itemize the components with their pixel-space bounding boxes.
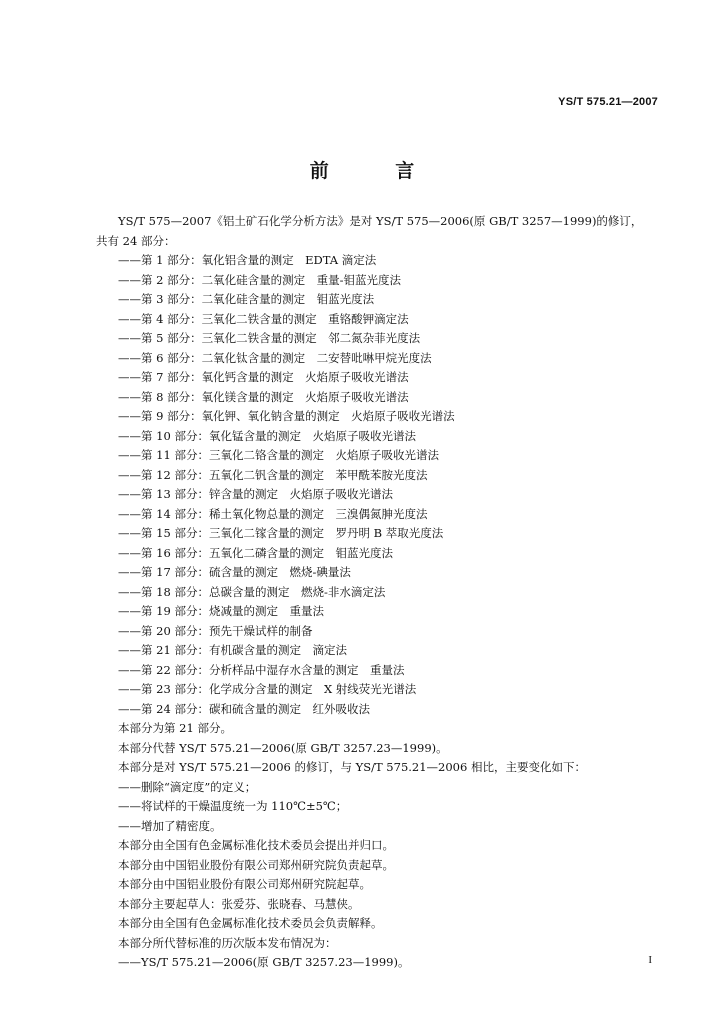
paragraph: 本部分是对 YS/T 575.21—2006 的修订，与 YS/T 575.21—2006 相比，主要变化如下： (118, 760, 586, 774)
list-item: ——第 23 部分：化学成分含量的测定 X 射线荧光光谱法 (118, 682, 417, 696)
list-item: ——第 10 部分：氧化锰含量的测定 火焰原子吸收光谱法 (118, 428, 416, 443)
list-item: ——第 19 部分：烧减量的测定 重量法 (118, 604, 324, 618)
list-item: ——第 1 部分：氧化铝含量的测定 EDTA 滴定法 (118, 253, 377, 267)
history-item: ——YS/T 575.21—2006(原 GB/T 3257.23—1999)。 (118, 955, 410, 969)
paragraph: 本部分所代替标准的历次版本发布情况为： (118, 935, 337, 950)
paragraph: 本部分为第 21 部分。 (118, 721, 232, 735)
list-item: ——第 6 部分：二氧化钛含量的测定 二安替吡啉甲烷光度法 (118, 350, 432, 365)
list-item: ——第 5 部分：三氧化二铁含量的测定 邻二氮杂菲光度法 (118, 331, 421, 345)
paragraph: 本部分代替 YS/T 575.21—2006(原 GB/T 3257.23—1999)。 (118, 740, 448, 755)
paragraph: 本部分由全国有色金属标准化技术委员会提出并归口。 (118, 838, 394, 852)
change-item: ——增加了精密度。 (118, 818, 222, 833)
list-item: ——第 21 部分：有机碳含量的测定 滴定法 (118, 643, 347, 657)
paragraph: 本部分主要起草人：张爱芬、张晓春、马慧侠。 (118, 896, 360, 911)
list-item: ——第 16 部分：五氧化二磷含量的测定 钼蓝光度法 (118, 545, 393, 560)
list-item: ——第 18 部分：总碳含量的测定 燃烧-非水滴定法 (118, 584, 386, 599)
change-item: ——删除“滴定度”的定义； (118, 779, 257, 794)
list-item: ——第 17 部分：硫含量的测定 燃烧-碘量法 (118, 565, 351, 579)
list-item: ——第 8 部分：氧化镁含量的测定 火焰原子吸收光谱法 (118, 389, 409, 404)
list-item: ——第 14 部分：稀土氧化物总量的测定 三溴偶氮胂光度法 (118, 506, 428, 521)
paragraph: 本部分由中国铝业股份有限公司郑州研究院起草。 (118, 877, 371, 891)
list-item: ——第 3 部分：二氧化硅含量的测定 钼蓝光度法 (118, 292, 375, 306)
intro-line-1: YS/T 575—2007《铝土矿石化学分析方法》是对 YS/T 575—2006(原 GB/T 3257—1999)的修订， (118, 214, 643, 228)
intro-line-2: 共有 24 部分： (96, 233, 176, 248)
list-item: ——第 22 部分：分析样品中湿存水含量的测定 重量法 (118, 662, 405, 677)
list-item: ——第 15 部分：三氧化二镓含量的测定 罗丹明 B 萃取光度法 (118, 526, 444, 540)
parts-list (96, 251, 666, 719)
change-item: ——将试样的干燥温度统一为 110℃±5℃； (118, 799, 348, 813)
list-item: ——第 12 部分：五氧化二钒含量的测定 苯甲酰苯胺光度法 (118, 467, 428, 482)
list-item: ——第 7 部分：氧化钙含量的测定 火焰原子吸收光谱法 (118, 370, 409, 384)
list-item: ——第 9 部分：氧化钾、氧化钠含量的测定 火焰原子吸收光谱法 (118, 409, 455, 423)
list-item: ——第 2 部分：二氧化硅含量的测定 重量-钼蓝光度法 (118, 272, 402, 287)
list-item: ——第 11 部分：三氧化二铬含量的测定 火焰原子吸收光谱法 (118, 448, 439, 462)
list-item: ——第 20 部分：预先干燥试样的制备 (118, 623, 313, 638)
page-title: 前 言 (309, 160, 445, 182)
list-item: ——第 24 部分：碳和硫含量的测定 红外吸收法 (118, 701, 370, 716)
standard-code: YS/T 575.21—2007 (558, 96, 658, 108)
list-item: ——第 13 部分：锌含量的测定 火焰原子吸收光谱法 (118, 487, 393, 501)
document-body (96, 212, 666, 973)
paragraph: 本部分由中国铝业股份有限公司郑州研究院负责起草。 (118, 857, 394, 872)
page-number: I (648, 954, 652, 966)
paragraph: 本部分由全国有色金属标准化技术委员会负责解释。 (118, 916, 383, 930)
list-item: ——第 4 部分：三氧化二铁含量的测定 重铬酸钾滴定法 (118, 311, 409, 326)
